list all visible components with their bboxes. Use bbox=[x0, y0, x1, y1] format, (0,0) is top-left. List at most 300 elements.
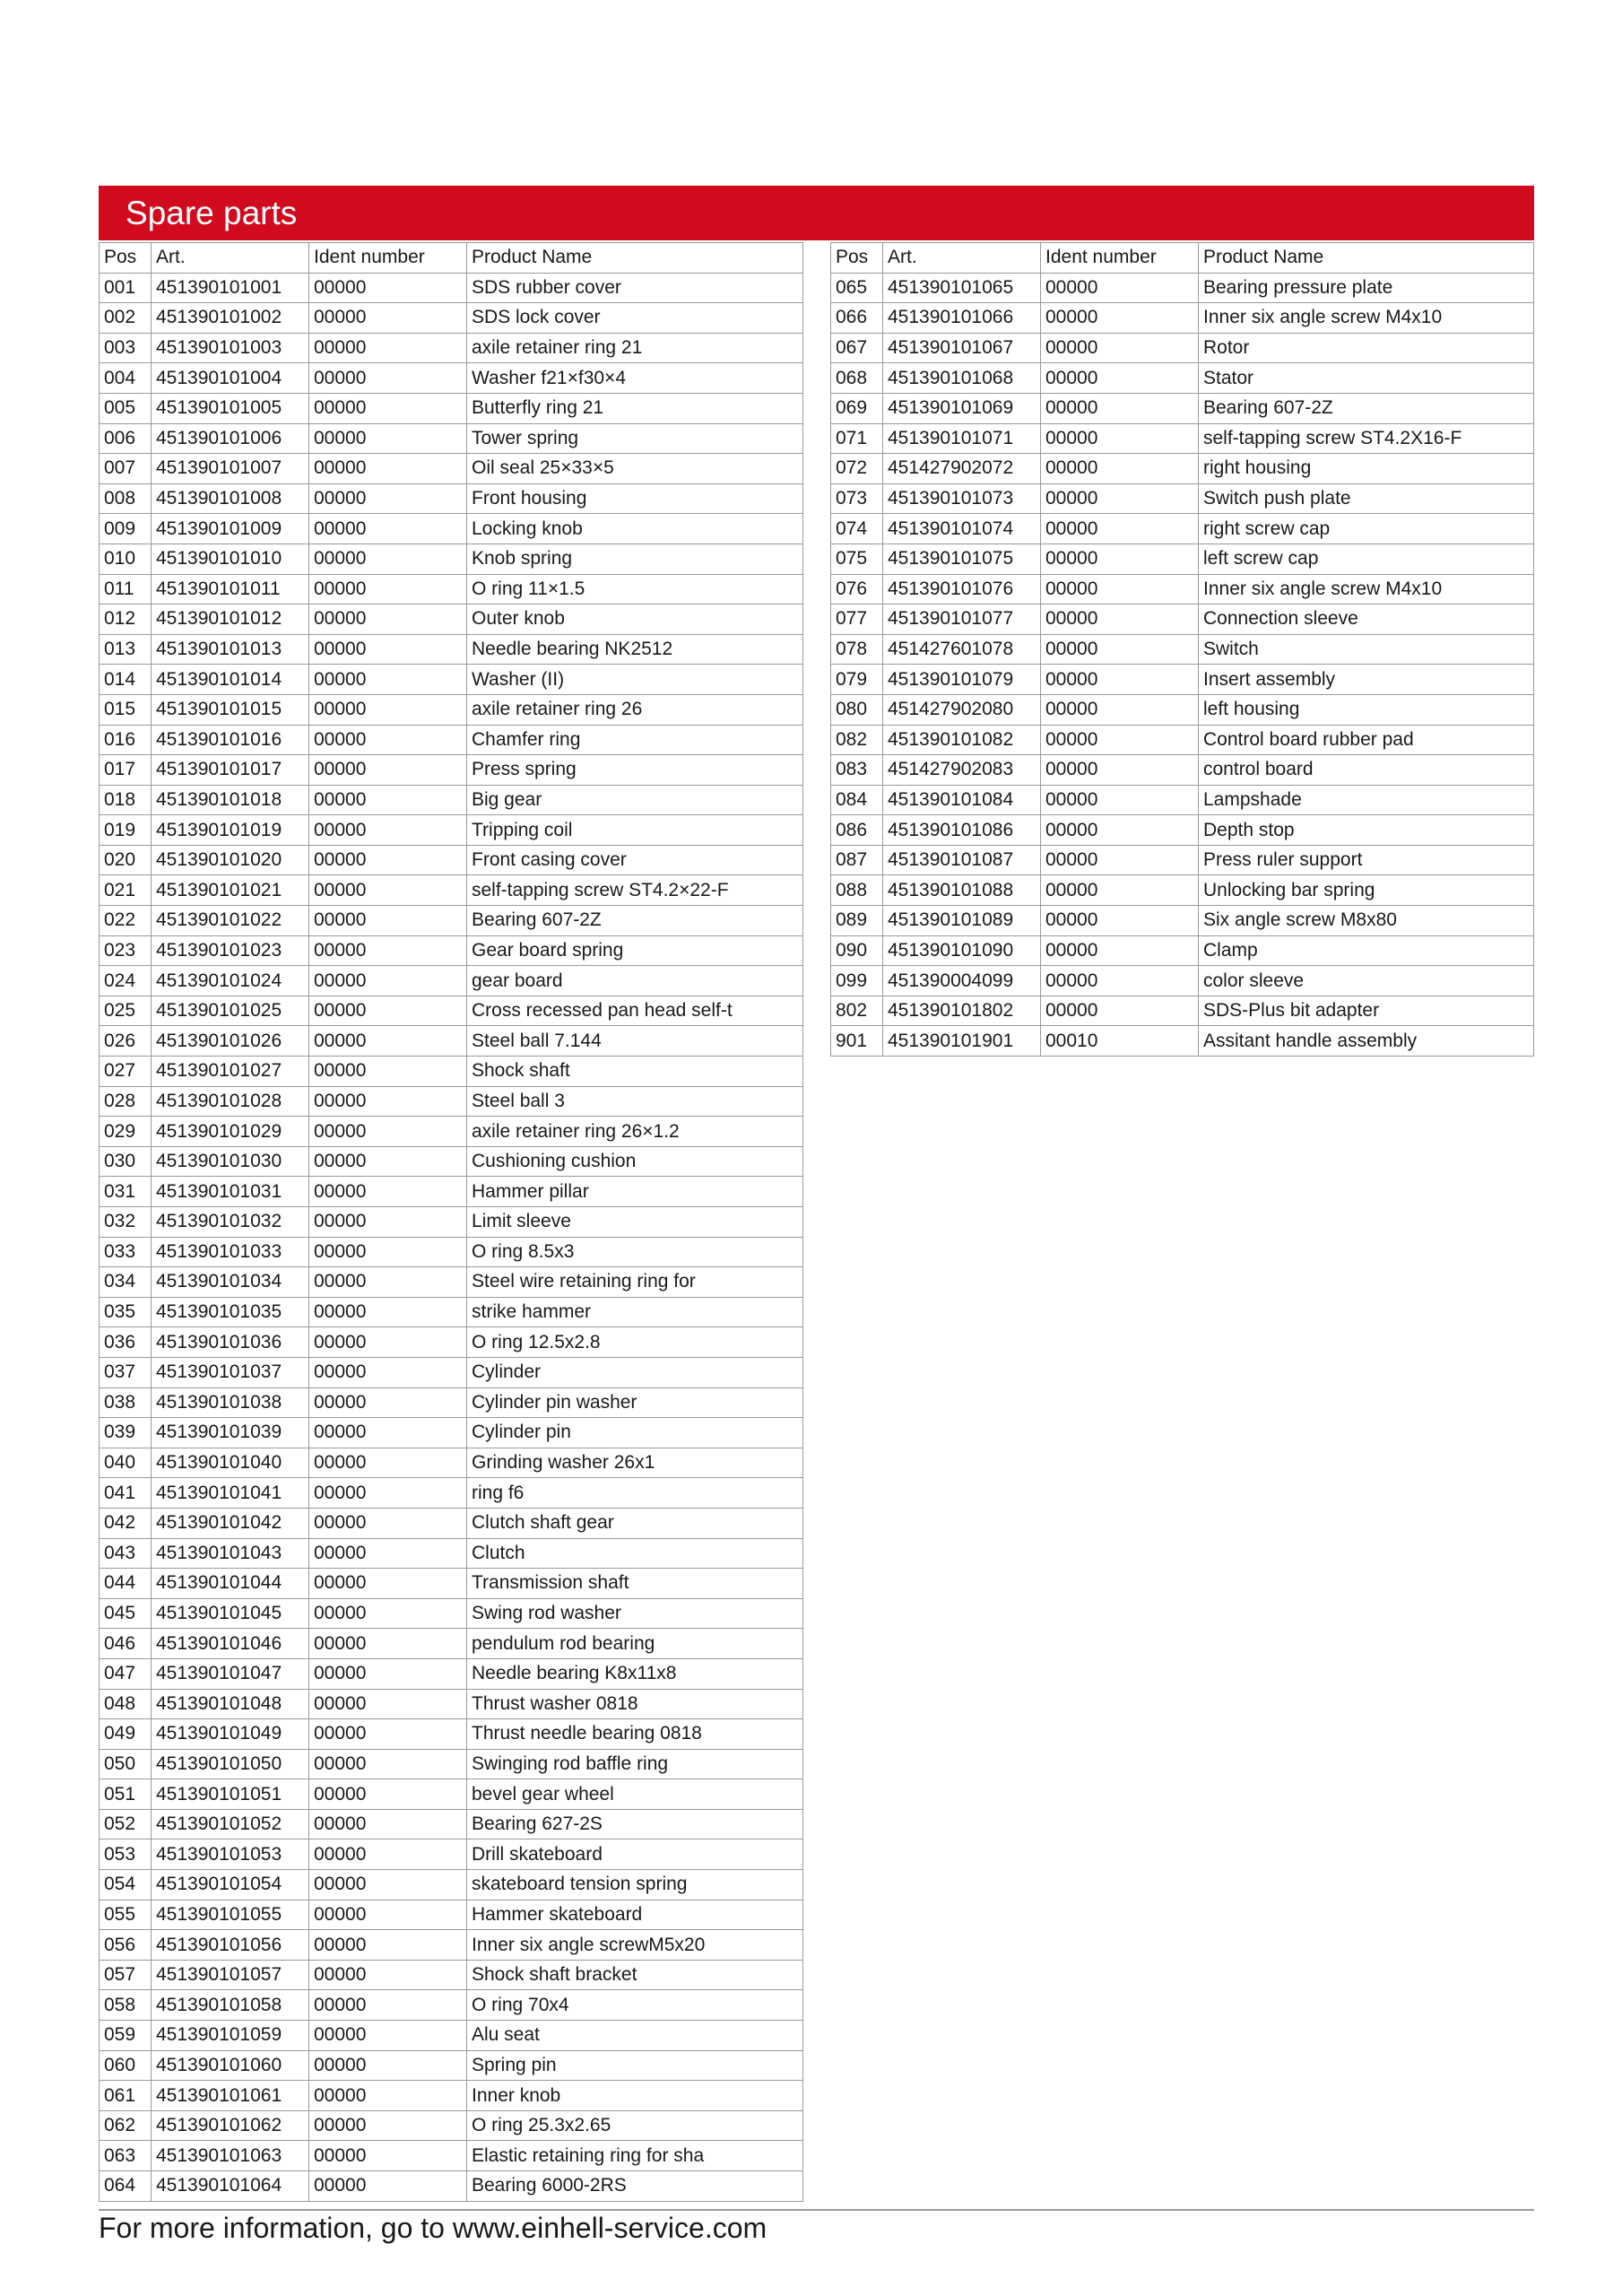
table-row bbox=[100, 1327, 803, 1358]
cell-ident-number: 00000 bbox=[309, 1629, 467, 1659]
cell-product-name: Knob spring bbox=[467, 544, 803, 574]
table-row bbox=[831, 665, 1534, 695]
table-row bbox=[100, 2021, 803, 2051]
cell-product-name: Swing rod washer bbox=[467, 1598, 803, 1629]
cell-art: 451390101009 bbox=[152, 514, 309, 544]
cell-ident-number: 00000 bbox=[1041, 574, 1199, 604]
cell-ident-number: 00000 bbox=[309, 2141, 467, 2171]
cell-art: 451390101027 bbox=[152, 1057, 309, 1087]
table-row bbox=[100, 2110, 803, 2141]
cell-product-name: Oil seal 25×33×5 bbox=[467, 454, 803, 484]
cell-ident-number: 00000 bbox=[309, 1508, 467, 1538]
cell-ident-number: 00000 bbox=[1041, 755, 1199, 786]
cell-art: 451427902083 bbox=[883, 755, 1041, 786]
cell-pos: 062 bbox=[100, 2110, 152, 2141]
cell-product-name: O ring 8.5x3 bbox=[467, 1237, 803, 1267]
cell-product-name: Cross recessed pan head self-t bbox=[467, 996, 803, 1026]
table-row bbox=[100, 725, 803, 755]
cell-product-name: ring f6 bbox=[467, 1478, 803, 1509]
cell-art: 451390101019 bbox=[152, 815, 309, 846]
table-row bbox=[831, 845, 1534, 875]
cell-pos: 054 bbox=[100, 1870, 152, 1900]
cell-pos: 020 bbox=[100, 845, 152, 875]
cell-pos: 080 bbox=[831, 694, 883, 725]
cell-ident-number: 00000 bbox=[309, 1930, 467, 1961]
cell-ident-number: 00000 bbox=[309, 755, 467, 786]
table-row bbox=[831, 483, 1534, 514]
cell-pos: 083 bbox=[831, 755, 883, 786]
header-product-name: Product Name bbox=[467, 243, 803, 274]
cell-art: 451390101051 bbox=[152, 1779, 309, 1810]
cell-pos: 055 bbox=[100, 1900, 152, 1930]
cell-art: 451390101007 bbox=[152, 454, 309, 484]
cell-art: 451390101068 bbox=[883, 363, 1041, 394]
table-row bbox=[831, 725, 1534, 755]
cell-ident-number: 00000 bbox=[309, 1207, 467, 1238]
cell-art: 451390101065 bbox=[883, 273, 1041, 303]
table-row bbox=[100, 1629, 803, 1659]
cell-art: 451390101023 bbox=[152, 935, 309, 966]
cell-product-name: Depth stop bbox=[1199, 815, 1534, 846]
cell-art: 451390101044 bbox=[152, 1569, 309, 1599]
cell-ident-number: 00000 bbox=[1041, 815, 1199, 846]
cell-pos: 019 bbox=[100, 815, 152, 846]
cell-product-name: Washer (II) bbox=[467, 665, 803, 695]
cell-art: 451390101064 bbox=[152, 2171, 309, 2202]
cell-art: 451390101086 bbox=[883, 815, 1041, 846]
cell-pos: 041 bbox=[100, 1478, 152, 1509]
cell-art: 451390101018 bbox=[152, 785, 309, 815]
cell-pos: 053 bbox=[100, 1839, 152, 1870]
cell-pos: 052 bbox=[100, 1809, 152, 1839]
cell-art: 451427902072 bbox=[883, 454, 1041, 484]
cell-ident-number: 00000 bbox=[309, 1146, 467, 1177]
cell-product-name: Connection sleeve bbox=[1199, 604, 1534, 635]
cell-ident-number: 00000 bbox=[309, 514, 467, 544]
cell-art: 451390101006 bbox=[152, 423, 309, 454]
cell-product-name: Swinging rod baffle ring bbox=[467, 1749, 803, 1779]
cell-product-name: Steel ball 7.144 bbox=[467, 1026, 803, 1057]
cell-pos: 058 bbox=[100, 1990, 152, 2021]
cell-product-name: Steel ball 3 bbox=[467, 1086, 803, 1117]
cell-pos: 002 bbox=[100, 303, 152, 334]
cell-ident-number: 00000 bbox=[309, 1357, 467, 1387]
table-row bbox=[100, 544, 803, 574]
table-row bbox=[100, 1598, 803, 1629]
cell-product-name: Inner six angle screw M4x10 bbox=[1199, 303, 1534, 334]
table-row bbox=[100, 634, 803, 665]
cell-art: 451390101013 bbox=[152, 634, 309, 665]
cell-product-name: Bearing 607-2Z bbox=[467, 906, 803, 936]
cell-ident-number: 00000 bbox=[309, 634, 467, 665]
table-row bbox=[100, 875, 803, 906]
table-row bbox=[100, 665, 803, 695]
table-row bbox=[831, 1026, 1534, 1057]
cell-art: 451390101053 bbox=[152, 1839, 309, 1870]
cell-art: 451390101056 bbox=[152, 1930, 309, 1961]
table-row bbox=[100, 1387, 803, 1418]
cell-product-name: Inner six angle screwM5x20 bbox=[467, 1930, 803, 1961]
spare-parts-table-left bbox=[99, 242, 803, 2202]
cell-product-name: Washer f21×f30×4 bbox=[467, 363, 803, 394]
cell-pos: 061 bbox=[100, 2081, 152, 2111]
table-row bbox=[100, 694, 803, 725]
cell-ident-number: 00000 bbox=[309, 1117, 467, 1147]
cell-ident-number: 00000 bbox=[309, 483, 467, 514]
table-row bbox=[100, 1719, 803, 1750]
table-row bbox=[100, 2050, 803, 2081]
cell-art: 451390101020 bbox=[152, 845, 309, 875]
cell-ident-number: 00000 bbox=[1041, 393, 1199, 423]
cell-art: 451390101076 bbox=[883, 574, 1041, 604]
cell-ident-number: 00000 bbox=[1041, 634, 1199, 665]
cell-product-name: O ring 25.3x2.65 bbox=[467, 2110, 803, 2141]
table-row bbox=[100, 966, 803, 996]
cell-ident-number: 00000 bbox=[309, 363, 467, 394]
cell-product-name: Assitant handle assembly bbox=[1199, 1026, 1534, 1057]
cell-pos: 003 bbox=[100, 333, 152, 363]
cell-ident-number: 00000 bbox=[309, 1809, 467, 1839]
cell-art: 451427902080 bbox=[883, 694, 1041, 725]
cell-art: 451390101042 bbox=[152, 1508, 309, 1538]
cell-product-name: axile retainer ring 26 bbox=[467, 694, 803, 725]
cell-art: 451390101010 bbox=[152, 544, 309, 574]
cell-pos: 025 bbox=[100, 996, 152, 1026]
cell-product-name: Cylinder pin bbox=[467, 1418, 803, 1448]
table-row bbox=[831, 514, 1534, 544]
cell-product-name: Steel wire retaining ring for bbox=[467, 1267, 803, 1298]
cell-pos: 015 bbox=[100, 694, 152, 725]
cell-pos: 090 bbox=[831, 935, 883, 966]
cell-product-name: Switch bbox=[1199, 634, 1534, 665]
table-row bbox=[100, 755, 803, 786]
cell-ident-number: 00000 bbox=[309, 2050, 467, 2081]
cell-pos: 064 bbox=[100, 2171, 152, 2202]
cell-art: 451390004099 bbox=[883, 966, 1041, 996]
cell-product-name: Grinding washer 26x1 bbox=[467, 1448, 803, 1478]
cell-art: 451390101033 bbox=[152, 1237, 309, 1267]
table-row bbox=[831, 273, 1534, 303]
table-row bbox=[831, 634, 1534, 665]
cell-pos: 027 bbox=[100, 1057, 152, 1087]
cell-product-name: strike hammer bbox=[467, 1297, 803, 1327]
cell-ident-number: 00000 bbox=[309, 665, 467, 695]
cell-product-name: Limit sleeve bbox=[467, 1207, 803, 1238]
cell-pos: 026 bbox=[100, 1026, 152, 1057]
table-row bbox=[100, 815, 803, 846]
cell-ident-number: 00000 bbox=[309, 1177, 467, 1207]
cell-art: 451390101036 bbox=[152, 1327, 309, 1358]
cell-art: 451390101048 bbox=[152, 1689, 309, 1719]
cell-product-name: Stator bbox=[1199, 363, 1534, 394]
cell-ident-number: 00000 bbox=[1041, 725, 1199, 755]
cell-ident-number: 00000 bbox=[1041, 604, 1199, 635]
table-row bbox=[100, 333, 803, 363]
cell-product-name: gear board bbox=[467, 966, 803, 996]
cell-pos: 024 bbox=[100, 966, 152, 996]
cell-ident-number: 00000 bbox=[309, 303, 467, 334]
cell-art: 451390101073 bbox=[883, 483, 1041, 514]
cell-product-name: Bearing pressure plate bbox=[1199, 273, 1534, 303]
table-row bbox=[100, 273, 803, 303]
cell-ident-number: 00000 bbox=[1041, 996, 1199, 1026]
cell-art: 451390101062 bbox=[152, 2110, 309, 2141]
cell-pos: 011 bbox=[100, 574, 152, 604]
cell-product-name: Front housing bbox=[467, 483, 803, 514]
cell-product-name: Hammer pillar bbox=[467, 1177, 803, 1207]
cell-ident-number: 00000 bbox=[309, 1658, 467, 1689]
cell-art: 451390101901 bbox=[883, 1026, 1041, 1057]
cell-ident-number: 00000 bbox=[309, 1870, 467, 1900]
cell-pos: 071 bbox=[831, 423, 883, 454]
table-row bbox=[100, 1207, 803, 1238]
cell-product-name: pendulum rod bearing bbox=[467, 1629, 803, 1659]
cell-ident-number: 00000 bbox=[309, 996, 467, 1026]
cell-art: 451390101049 bbox=[152, 1719, 309, 1750]
cell-ident-number: 00000 bbox=[309, 1086, 467, 1117]
cell-product-name: skateboard tension spring bbox=[467, 1870, 803, 1900]
cell-art: 451390101075 bbox=[883, 544, 1041, 574]
cell-product-name: axile retainer ring 21 bbox=[467, 333, 803, 363]
cell-ident-number: 00000 bbox=[309, 875, 467, 906]
table-row bbox=[831, 454, 1534, 484]
table-row bbox=[831, 966, 1534, 996]
cell-pos: 018 bbox=[100, 785, 152, 815]
table-row bbox=[100, 906, 803, 936]
table-row bbox=[831, 544, 1534, 574]
cell-art: 451390101063 bbox=[152, 2141, 309, 2171]
cell-product-name: Six angle screw M8x80 bbox=[1199, 906, 1534, 936]
cell-ident-number: 00000 bbox=[309, 1057, 467, 1087]
header-ident-number: Ident number bbox=[1041, 243, 1199, 274]
cell-art: 451390101014 bbox=[152, 665, 309, 695]
cell-art: 451390101060 bbox=[152, 2050, 309, 2081]
table-row bbox=[100, 1086, 803, 1117]
cell-product-name: Switch push plate bbox=[1199, 483, 1534, 514]
table-row bbox=[100, 1870, 803, 1900]
cell-pos: 059 bbox=[100, 2021, 152, 2051]
cell-ident-number: 00000 bbox=[309, 694, 467, 725]
cell-product-name: Alu seat bbox=[467, 2021, 803, 2051]
cell-ident-number: 00000 bbox=[1041, 514, 1199, 544]
cell-product-name: Clutch bbox=[467, 1538, 803, 1569]
cell-art: 451390101016 bbox=[152, 725, 309, 755]
cell-product-name: Outer knob bbox=[467, 604, 803, 635]
cell-pos: 037 bbox=[100, 1357, 152, 1387]
cell-pos: 023 bbox=[100, 935, 152, 966]
cell-pos: 043 bbox=[100, 1538, 152, 1569]
cell-pos: 063 bbox=[100, 2141, 152, 2171]
cell-pos: 005 bbox=[100, 393, 152, 423]
table-row bbox=[100, 1990, 803, 2021]
cell-pos: 009 bbox=[100, 514, 152, 544]
cell-product-name: Thrust needle bearing 0818 bbox=[467, 1719, 803, 1750]
cell-pos: 047 bbox=[100, 1658, 152, 1689]
table-row bbox=[100, 483, 803, 514]
cell-product-name: Butterfly ring 21 bbox=[467, 393, 803, 423]
table-row bbox=[100, 1117, 803, 1147]
cell-art: 451427601078 bbox=[883, 634, 1041, 665]
cell-pos: 060 bbox=[100, 2050, 152, 2081]
table-row bbox=[100, 454, 803, 484]
cell-art: 451390101037 bbox=[152, 1357, 309, 1387]
cell-pos: 040 bbox=[100, 1448, 152, 1478]
cell-art: 451390101012 bbox=[152, 604, 309, 635]
cell-pos: 067 bbox=[831, 333, 883, 363]
cell-pos: 030 bbox=[100, 1146, 152, 1177]
cell-product-name: Control board rubber pad bbox=[1199, 725, 1534, 755]
table-row bbox=[100, 1900, 803, 1930]
cell-ident-number: 00000 bbox=[309, 454, 467, 484]
cell-art: 451390101045 bbox=[152, 1598, 309, 1629]
table-header-row bbox=[100, 243, 803, 274]
table-row bbox=[100, 1749, 803, 1779]
cell-ident-number: 00000 bbox=[309, 966, 467, 996]
cell-art: 451390101003 bbox=[152, 333, 309, 363]
cell-pos: 088 bbox=[831, 875, 883, 906]
cell-pos: 004 bbox=[100, 363, 152, 394]
cell-pos: 901 bbox=[831, 1026, 883, 1057]
table-row bbox=[831, 785, 1534, 815]
cell-art: 451390101090 bbox=[883, 935, 1041, 966]
table-row bbox=[100, 1478, 803, 1509]
cell-pos: 046 bbox=[100, 1629, 152, 1659]
cell-pos: 056 bbox=[100, 1930, 152, 1961]
cell-product-name: Tripping coil bbox=[467, 815, 803, 846]
cell-product-name: Clamp bbox=[1199, 935, 1534, 966]
cell-product-name: Spring pin bbox=[467, 2050, 803, 2081]
cell-product-name: SDS lock cover bbox=[467, 303, 803, 334]
cell-ident-number: 00000 bbox=[309, 845, 467, 875]
cell-art: 451390101021 bbox=[152, 875, 309, 906]
cell-ident-number: 00000 bbox=[309, 1448, 467, 1478]
table-row bbox=[831, 604, 1534, 635]
cell-ident-number: 00000 bbox=[1041, 935, 1199, 966]
cell-ident-number: 00000 bbox=[309, 1026, 467, 1057]
cell-ident-number: 00000 bbox=[1041, 785, 1199, 815]
cell-art: 451390101046 bbox=[152, 1629, 309, 1659]
cell-ident-number: 00000 bbox=[309, 1297, 467, 1327]
cell-pos: 007 bbox=[100, 454, 152, 484]
cell-ident-number: 00000 bbox=[309, 1719, 467, 1750]
cell-pos: 079 bbox=[831, 665, 883, 695]
table-row bbox=[100, 935, 803, 966]
cell-product-name: Bearing 6000-2RS bbox=[467, 2171, 803, 2202]
cell-pos: 032 bbox=[100, 1207, 152, 1238]
cell-ident-number: 00000 bbox=[309, 1538, 467, 1569]
cell-ident-number: 00000 bbox=[1041, 966, 1199, 996]
cell-ident-number: 00000 bbox=[309, 1749, 467, 1779]
footer-info: For more information, go to www.einhell-service.com bbox=[99, 2212, 768, 2244]
cell-pos: 075 bbox=[831, 544, 883, 574]
cell-pos: 031 bbox=[100, 1177, 152, 1207]
cell-art: 451390101032 bbox=[152, 1207, 309, 1238]
cell-product-name: Lampshade bbox=[1199, 785, 1534, 815]
table-row bbox=[100, 996, 803, 1026]
cell-pos: 034 bbox=[100, 1267, 152, 1298]
cell-pos: 035 bbox=[100, 1297, 152, 1327]
cell-ident-number: 00000 bbox=[309, 815, 467, 846]
table-row bbox=[100, 1146, 803, 1177]
cell-art: 451390101028 bbox=[152, 1086, 309, 1117]
table-row bbox=[100, 1357, 803, 1387]
cell-product-name: Cylinder bbox=[467, 1357, 803, 1387]
cell-pos: 802 bbox=[831, 996, 883, 1026]
cell-pos: 010 bbox=[100, 544, 152, 574]
cell-ident-number: 00000 bbox=[309, 785, 467, 815]
cell-pos: 074 bbox=[831, 514, 883, 544]
table-row bbox=[100, 604, 803, 635]
cell-art: 451390101087 bbox=[883, 845, 1041, 875]
cell-pos: 065 bbox=[831, 273, 883, 303]
cell-ident-number: 00000 bbox=[309, 1237, 467, 1267]
table-row bbox=[100, 1779, 803, 1810]
table-row bbox=[831, 935, 1534, 966]
table-row bbox=[100, 363, 803, 394]
cell-ident-number: 00000 bbox=[309, 1960, 467, 1990]
cell-art: 451390101066 bbox=[883, 303, 1041, 334]
cell-art: 451390101074 bbox=[883, 514, 1041, 544]
cell-pos: 099 bbox=[831, 966, 883, 996]
cell-product-name: Thrust washer 0818 bbox=[467, 1689, 803, 1719]
cell-pos: 048 bbox=[100, 1689, 152, 1719]
cell-pos: 039 bbox=[100, 1418, 152, 1448]
cell-product-name: Bearing 607-2Z bbox=[1199, 393, 1534, 423]
cell-art: 451390101026 bbox=[152, 1026, 309, 1057]
footer-divider bbox=[99, 2209, 1534, 2211]
header-art: Art. bbox=[152, 243, 309, 274]
cell-art: 451390101008 bbox=[152, 483, 309, 514]
cell-product-name: SDS-Plus bit adapter bbox=[1199, 996, 1534, 1026]
cell-art: 451390101002 bbox=[152, 303, 309, 334]
cell-ident-number: 00000 bbox=[309, 273, 467, 303]
table-row bbox=[100, 1960, 803, 1990]
cell-product-name: Tower spring bbox=[467, 423, 803, 454]
cell-ident-number: 00000 bbox=[309, 2021, 467, 2051]
cell-pos: 013 bbox=[100, 634, 152, 665]
cell-art: 451390101069 bbox=[883, 393, 1041, 423]
cell-ident-number: 00000 bbox=[309, 2081, 467, 2111]
cell-ident-number: 00000 bbox=[1041, 665, 1199, 695]
table-row bbox=[831, 393, 1534, 423]
cell-product-name: Big gear bbox=[467, 785, 803, 815]
cell-ident-number: 00000 bbox=[1041, 544, 1199, 574]
cell-art: 451390101031 bbox=[152, 1177, 309, 1207]
table-row bbox=[100, 2081, 803, 2111]
table-row bbox=[100, 2141, 803, 2171]
cell-art: 451390101082 bbox=[883, 725, 1041, 755]
cell-product-name: right housing bbox=[1199, 454, 1534, 484]
cell-product-name: Shock shaft bbox=[467, 1057, 803, 1087]
table-row bbox=[831, 363, 1534, 394]
cell-art: 451390101029 bbox=[152, 1117, 309, 1147]
cell-product-name: self-tapping screw ST4.2X16-F bbox=[1199, 423, 1534, 454]
table-row bbox=[100, 1839, 803, 1870]
table-row bbox=[100, 393, 803, 423]
cell-ident-number: 00000 bbox=[309, 1267, 467, 1298]
cell-art: 451390101005 bbox=[152, 393, 309, 423]
cell-product-name: control board bbox=[1199, 755, 1534, 786]
cell-ident-number: 00000 bbox=[309, 1387, 467, 1418]
cell-ident-number: 00000 bbox=[1041, 423, 1199, 454]
cell-art: 451390101088 bbox=[883, 875, 1041, 906]
table-row bbox=[100, 1689, 803, 1719]
cell-product-name: Inner six angle screw M4x10 bbox=[1199, 574, 1534, 604]
cell-art: 451390101077 bbox=[883, 604, 1041, 635]
cell-pos: 014 bbox=[100, 665, 152, 695]
cell-ident-number: 00000 bbox=[1041, 483, 1199, 514]
cell-ident-number: 00000 bbox=[1041, 363, 1199, 394]
